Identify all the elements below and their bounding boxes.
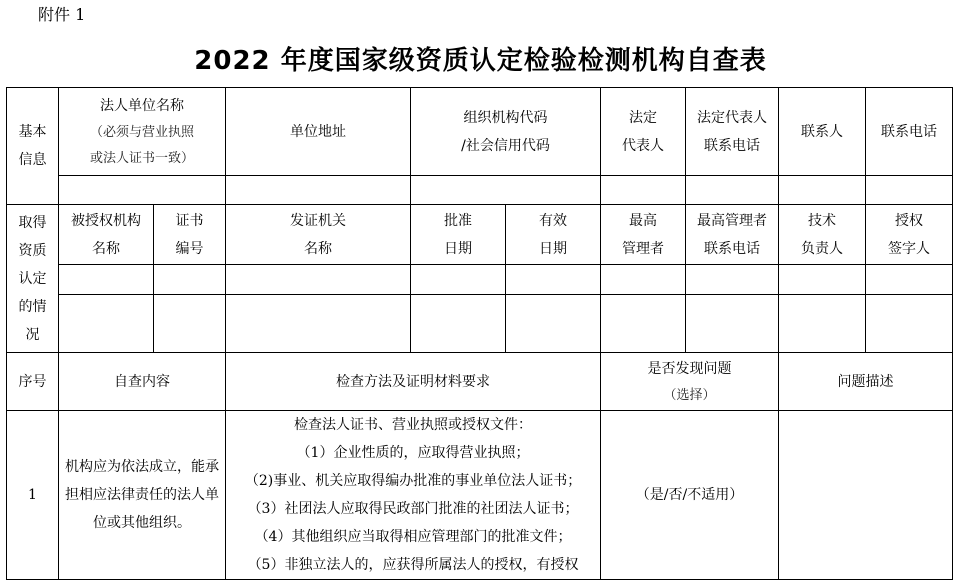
header-org-name [59,88,226,176]
input-top-manager-phone[interactable] [686,265,779,295]
input-top-manager-2[interactable] [601,295,686,353]
table-row [7,411,953,580]
row-issue-desc[interactable] [779,411,953,580]
org-name-title: 法人单位名称 [100,97,184,114]
input-approval-date-2[interactable] [411,295,506,353]
header-approval-date: 批准 日期 [411,205,506,265]
method-line: 检查法人证书、营业执照或授权文件： [294,417,533,433]
header-tech-lead: 技术 负责人 [779,205,866,265]
input-valid-date-2[interactable] [506,295,601,353]
method-line: （2)事业、机关应取得编办批准的事业单位法人证书； [244,473,582,489]
org-name-note: （必须与营业执照 或法人证书一致） [90,124,195,166]
input-issuer-2[interactable] [226,295,411,353]
row-seq: 1 [7,411,59,580]
input-contact[interactable] [779,176,866,205]
input-org-code[interactable] [411,176,601,205]
input-issuer[interactable] [226,265,411,295]
header-issuer: 发证机关 名称 [226,205,411,265]
input-valid-date[interactable] [506,265,601,295]
input-contact-phone[interactable] [866,176,953,205]
header-authorized-org: 被授权机构 名称 [59,205,154,265]
row-method [226,411,601,580]
input-top-manager-phone-2[interactable] [686,295,779,353]
input-approval-date[interactable] [411,265,506,295]
header-method: 检查方法及证明材料要求 [226,353,601,411]
attachment-label: 附件 1 [38,5,86,24]
qualification-label: 取得 资质 认定 的情 况 [7,205,59,353]
page-title: 2022 年度国家级资质认定检验检测机构自查表 [194,46,767,76]
header-org-code: 组织机构代码 /社会信用代码 [411,88,601,176]
header-cert-no: 证书 编号 [154,205,226,265]
header-contact: 联系人 [779,88,866,176]
header-top-manager-phone: 最高管理者 联系电话 [686,205,779,265]
header-legal-rep-phone: 法定代表人 联系电话 [686,88,779,176]
input-tech-lead[interactable] [779,265,866,295]
header-found-issue [601,353,779,411]
header-top-manager: 最高 管理者 [601,205,686,265]
header-signatory: 授权 签字人 [866,205,953,265]
header-issue-desc: 问题描述 [779,353,953,411]
method-line: （5）非独立法人的，应获得所属法人的授权，有授权 [247,557,579,573]
input-org-name[interactable] [59,176,226,205]
row-content: 机构应为依法成立，能承担相应法律责任的法人单位或其他组织。 [59,411,226,580]
header-legal-rep: 法定 代表人 [601,88,686,176]
input-cert-no-2[interactable] [154,295,226,353]
found-issue-title: 是否发现问题 [647,360,732,377]
row-choice[interactable]: （是/否/不适用） [601,411,779,580]
method-line: （3）社团法人应取得民政部门批准的社团法人证书； [247,501,579,517]
basic-info-label: 基本 信息 [7,88,59,205]
self-check-form [6,87,953,580]
input-address[interactable] [226,176,411,205]
input-authorized-org-2[interactable] [59,295,154,353]
header-contact-phone: 联系电话 [866,88,953,176]
input-top-manager[interactable] [601,265,686,295]
input-legal-rep[interactable] [601,176,686,205]
input-signatory[interactable] [866,265,953,295]
header-address: 单位地址 [226,88,411,176]
method-line: （4）其他组织应当取得相应管理部门的批准文件； [254,529,572,545]
input-tech-lead-2[interactable] [779,295,866,353]
input-signatory-2[interactable] [866,295,953,353]
input-authorized-org[interactable] [59,265,154,295]
method-line: （1）企业性质的，应取得营业执照； [296,445,530,461]
found-issue-note: （选择） [663,387,716,403]
input-cert-no[interactable] [154,265,226,295]
header-valid-date: 有效 日期 [506,205,601,265]
header-seq: 序号 [7,353,59,411]
input-legal-rep-phone[interactable] [686,176,779,205]
header-content: 自查内容 [59,353,226,411]
